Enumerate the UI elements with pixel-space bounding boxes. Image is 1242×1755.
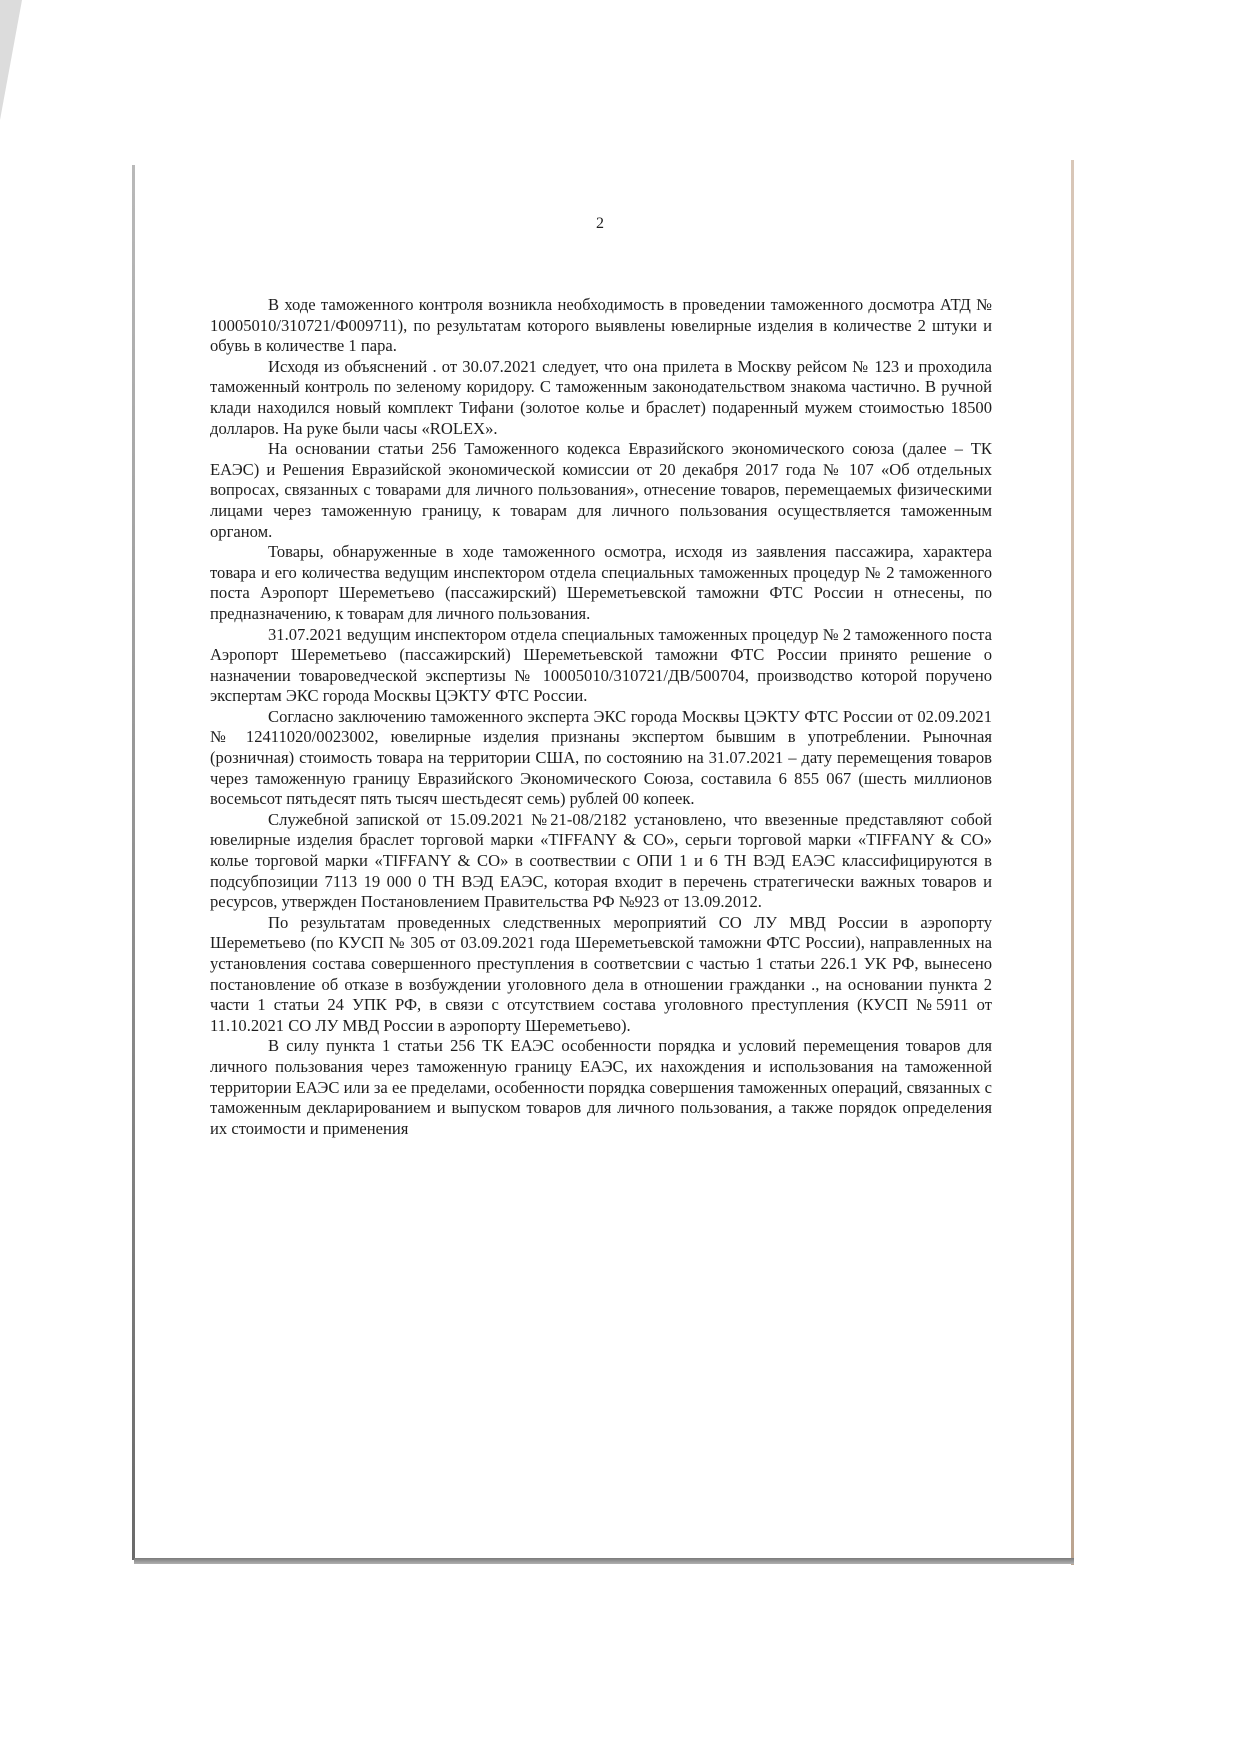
scan-corner-shadow bbox=[0, 0, 22, 120]
paragraph-expert-conclusion: Согласно заключению таможенного эксперта ЭКС города Москвы ЦЭКТУ ФТС России от 02.09.2021 № 12411020/0023002, ювелирные изделия признаны экспертом бывшим в употреблении. Рыночная (розничная) стоимость товара на территории США, по состоянию на 31.07.2021 – дату перемещения товаров через таможенную границу Евразийского Экономического Союза, составила 6 855 067 (шесть миллионов восемьсот пятьдесят пять тысяч шестьдесят семь) рублей 00 копеек. bbox=[210, 706, 992, 809]
paragraph-expertise-decision: 31.07.2021 ведущим инспектором отдела специальных таможенных процедур № 2 таможенного поста Аэропорт Шереметьево (пассажирский) Шереметьевской таможни ФТС России принято решение о назначении товароведческой экспертизы № 10005010/310721/ДВ/500704, производство которой поручено экспертам ЭКС города Москвы ЦЭКТУ ФТС России. bbox=[210, 624, 992, 706]
paragraph-investigation-results: По результатам проведенных следственных мероприятий СО ЛУ МВД России в аэропорту Шереметьево (по КУСП № 305 от 03.09.2021 года Шереметьевской таможни ФТС России), направленных на установления состава совершенного преступления в соответсвии с частью 1 статьи 226.1 УК РФ, вынесено постановление об отказе в возбуждении уголовного дела в отношении гражданки ., на основании пункта 2 части 1 статьи 24 УПК РФ, в связи с отсутствием состава уголовного преступления (КУСП №5911 от 11.10.2021 СО ЛУ МВД России в аэропорту Шереметьево). bbox=[210, 912, 992, 1035]
page-number: 2 bbox=[596, 215, 604, 232]
paragraph-customs-inspection: В ходе таможенного контроля возникла необходимость в проведении таможенного досмотра АТД № 10005010/310721/Ф009711), по результатам которого выявлены ювелирные изделия в количестве 2 штуки и обувь в количестве 1 пара. bbox=[210, 295, 992, 356]
paragraph-article-256: В силу пункта 1 статьи 256 ТК ЕАЭС особенности порядка и условий перемещения товаров для личного пользования через таможенную границу ЕАЭС, их нахождения и использования на таможенной территории ЕАЭС или за ее пределами, особенности порядка совершения таможенных операций, связанных с таможенным декларированием и выпуском товаров для личного пользования, а также порядок определения их стоимости и применения bbox=[210, 1036, 992, 1138]
paragraph-service-note: Служебной запиской от 15.09.2021 №21-08/2182 установлено, что ввезенные представляют собой ювелирные изделия браслет торговой марки «TIFFANY & CO», серьги торговой марки «TIFFANY & CO» колье торговой марки «TIFFANY & CO» в соотвествии с ОПИ 1 и 6 ТН ВЭД ЕАЭС классифицируются в подсубпозиции 7113 19 000 0 ТН ВЭД ЕАЭС, которая входит в перечень стратегически важных товаров и ресурсов, утвержден Постановлением Правительства РФ №923 от 13.09.2012. bbox=[210, 809, 992, 912]
page-edge-left bbox=[132, 165, 135, 1560]
paragraph-goods-classification: Товары, обнаруженные в ходе таможенного осмотра, исходя из заявления пассажира, характера товара и его количества ведущим инспектором отдела специальных таможенных процедур № 2 таможенного поста Аэропорт Шереметьево (пассажирский) Шереметьевской таможни ФТС России н отнесены, по предназначению, к товарам для личного пользования. bbox=[210, 542, 992, 623]
paragraph-passenger-explanation: Исходя из объяснений . от 30.07.2021 следует, что она прилета в Москву рейсом № 123 и проходила таможенный контроль по зеленому коридору. С таможенным законодательством знакома частично. В ручной клади находился новый комплект Тифани (золотое колье и браслет) подаренный мужем стоимостью 18500 долларов. На руке были часы «ROLEX». bbox=[210, 356, 992, 438]
page-edge-right bbox=[1071, 160, 1074, 1565]
page-edge-bottom bbox=[134, 1558, 1074, 1564]
document-body bbox=[210, 295, 992, 1139]
paragraph-legal-basis: На основании статьи 256 Таможенного кодекса Евразийского экономического союза (далее – ТК ЕАЭС) и Решения Евразийской экономической комиссии от 20 декабря 2017 года № 107 «Об отдельных вопросах, связанных с товарами для личного пользования», отнесение товаров, перемещаемых физическими лицами через таможенную границу, к товарам для личного пользования осуществляется таможенным органом. bbox=[210, 439, 992, 541]
